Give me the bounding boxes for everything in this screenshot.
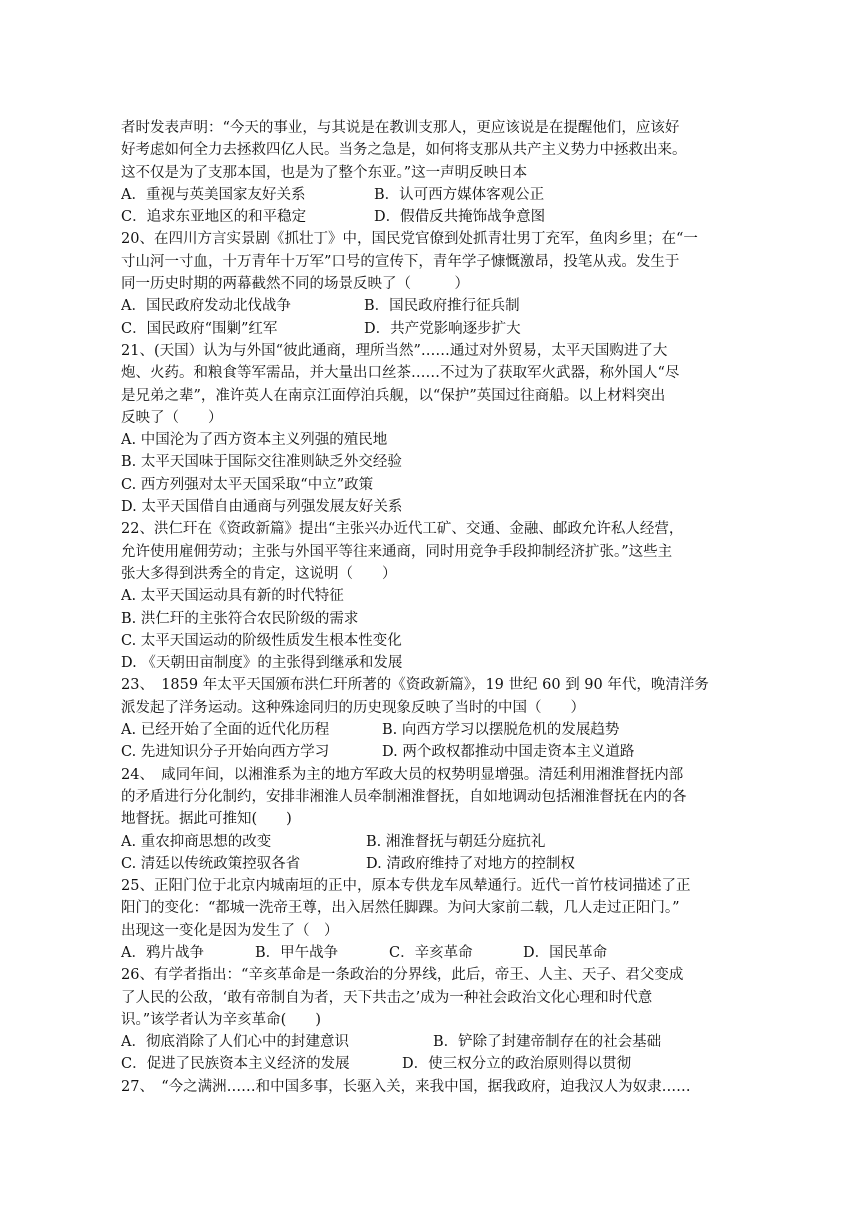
option-d: D. 两个政权都推动中国走资本主义道路 — [382, 744, 635, 761]
question-20-options-row — [121, 318, 739, 340]
question-21-line: 21、(天国）认为与外国“彼此通商，理所当然”……通过对外贸易，太平天国购进了大 — [121, 342, 668, 359]
question-19-line: 者时发表声明：“今天的事业，与其说是在教训支那人，更应该说是在提醒他们，应该好 — [121, 120, 680, 136]
question-26-options-row — [121, 1031, 739, 1053]
question-24-line: 地督抚。据此可推知( ) — [121, 811, 292, 828]
question-22-line: 22、洪仁玕在《资政新篇》提出“主张兴办近代工矿、交通、金融、邮政允许私人经营， — [121, 521, 684, 538]
option-c: C．辛亥革命 — [389, 944, 473, 961]
question-22-line: 允许使用雇佣劳动；主张与外国平等往来通商，同时用竞争手段抑制经济扩张。”这些主 — [121, 543, 673, 560]
question-25-options-row — [121, 942, 739, 964]
question-19-line: 这不仅是为了支那本国，也是为了整个东亚。”这一声明反映日本 — [121, 164, 528, 181]
question-19-options-row — [121, 206, 739, 228]
option-c: C. 太平天国运动的阶级性质发生根本性变化 — [121, 632, 402, 649]
option-a: A．彻底消除了人们心中的封建意识 — [121, 1034, 349, 1051]
question-26-line: 26、有学者指出：“辛亥革命是一条政治的分界线，此后，帝王、人主、天子、君父变成 — [121, 967, 684, 984]
question-27 — [121, 1076, 739, 1098]
question-24-line: 24、 咸同年间，以湘淮系为主的地方军政大员的权势明显增强。清廷利用湘淮督抚内部 — [121, 766, 684, 783]
option-d: D. 《天朝田亩制度》的主张得到继承和发展 — [121, 655, 403, 672]
option-a: A．国民政府发动北伐战争 — [121, 298, 291, 315]
question-20-line: 寸山河一寸血，十万青年十万军”口号的宣传下，青年学子慷慨激昂，投笔从戎。发生于 — [121, 253, 680, 270]
question-27-line: 27、 “今之满洲……和中国多事，长驱入关，来我中国，据我政府，迫我汉人为奴隶…… — [121, 1078, 691, 1095]
option-a: A．重视与英美国家友好关系 — [121, 186, 306, 203]
option-a: A. 重农抑商思想的改变 — [121, 833, 272, 850]
option-d: D. 清政府维持了对地方的控制权 — [366, 855, 575, 872]
option-c: C. 先进知识分子开始向西方学习 — [121, 744, 330, 761]
question-23-line: 23、 1859 年太平天国颁布洪仁玕所著的《资政新篇》，19 世纪 60 到 90 年代，晚清洋务 — [121, 677, 709, 694]
question-24 — [121, 764, 739, 875]
option-a: A. 太平天国运动具有新的时代特征 — [121, 588, 344, 605]
option-a: A. 已经开始了全面的近代化历程 — [121, 722, 330, 739]
question-23-options-row — [121, 741, 739, 763]
option-d: D．使三权分立的政治原则得以贯彻 — [402, 1056, 632, 1073]
question-26-line: 识。”该学者认为辛亥革命( ) — [121, 1011, 321, 1028]
question-20 — [121, 228, 739, 339]
option-b: B．认可西方媒体客观公正 — [374, 186, 545, 203]
question-24-line: 的矛盾进行分化制约，安排非湘淮人员牵制湘淮督抚，自如地调动包括湘淮督抚在内的各 — [121, 788, 687, 805]
option-d: D．共产党影响逐步扩大 — [364, 320, 521, 337]
option-c: C. 清廷以传统政策控驭各省 — [121, 855, 301, 872]
option-d: D．假借反共掩饰战争意图 — [374, 209, 546, 226]
question-21-line: 反映了（ ） — [121, 409, 223, 426]
question-20-line: 20、在四川方言实景剧《抓壮丁》中，国民党官僚到处抓青壮男丁充军，鱼肉乡里；在“一 — [121, 231, 698, 248]
option-b: B. 洪仁玕的主张符合农民阶级的需求 — [121, 610, 359, 627]
option-b: B．甲午战争 — [255, 944, 339, 961]
option-c: C. 西方列强对太平天国采取“中立”政策 — [121, 476, 374, 493]
question-26-line: 了人民的公敌，‘敢有帝制自为者，天下共击之’成为一种社会政治文化心理和时代意 — [121, 989, 653, 1006]
question-22-line: 张大多得到洪秀全的肯定，这说明（ ） — [121, 565, 397, 582]
option-b: B．国民政府推行征兵制 — [364, 298, 520, 315]
question-25-line: 25、正阳门位于北京内城南垣的正中，原本专供龙车凤辇通行。近代一首竹枝词描述了正 — [121, 878, 691, 895]
question-21-line: 炮、火药。和粮食等军需品，并大量出口丝茶……不过为了获取军火武器，称外国人“尽 — [121, 365, 680, 382]
option-c: C．促进了民族资本主义经济的发展 — [121, 1056, 350, 1073]
question-26-options-row — [121, 1053, 739, 1075]
question-19-line: 好考虑如何全力去拯救四亿人民。当务之急是，如何将支那从共产主义势力中拯救出来。 — [121, 142, 687, 159]
question-25-line: 出现这一变化是因为发生了（ ） — [121, 922, 339, 939]
question-26 — [121, 964, 739, 1075]
question-25 — [121, 875, 739, 964]
question-21-line: 是兄弟之辈”，准许英人在南京江面停泊兵舰，以“保护”英国过往商船。以上材料突出 — [121, 387, 666, 404]
option-b: B. 向西方学习以摆脱危机的发展趋势 — [382, 722, 620, 739]
question-24-options-row — [121, 831, 739, 853]
question-24-options-row — [121, 853, 739, 875]
option-c: C．国民政府“围剿”红军 — [121, 320, 278, 337]
question-20-options-row — [121, 295, 739, 317]
option-b: B. 湘淮督抚与朝廷分庭抗礼 — [366, 833, 546, 850]
question-19 — [121, 117, 739, 228]
question-25-line: 阳门的变化：“都城一洗帝王尊，出入居然任脚踝。为问大家前二载，几人走过正阳门。” — [121, 900, 680, 917]
page-content — [121, 117, 739, 1098]
option-c: C．追求东亚地区的和平稳定 — [121, 209, 307, 226]
option-d: D．国民革命 — [523, 944, 608, 961]
question-21 — [121, 340, 739, 518]
question-23-options-row — [121, 719, 739, 741]
question-20-line: 同一历史时期的两幕截然不同的场景反映了（ ） — [121, 276, 469, 293]
option-b: B．铲除了封建帝制存在的社会基础 — [433, 1034, 662, 1051]
question-19-options-row — [121, 184, 739, 206]
option-d: D. 太平天国借自由通商与列强发展友好关系 — [121, 499, 403, 516]
option-b: B. 太平天国味于国际交往准则缺乏外交经验 — [121, 454, 402, 471]
question-22 — [121, 518, 739, 674]
option-a: A. 中国沦为了西方资本主义列强的殖民地 — [121, 432, 388, 449]
option-a: A．鸦片战争 — [121, 944, 204, 961]
question-23 — [121, 674, 739, 763]
question-23-line: 派发起了洋务运动。这种殊途同归的历史现象反映了当时的中国（ ） — [121, 699, 585, 716]
